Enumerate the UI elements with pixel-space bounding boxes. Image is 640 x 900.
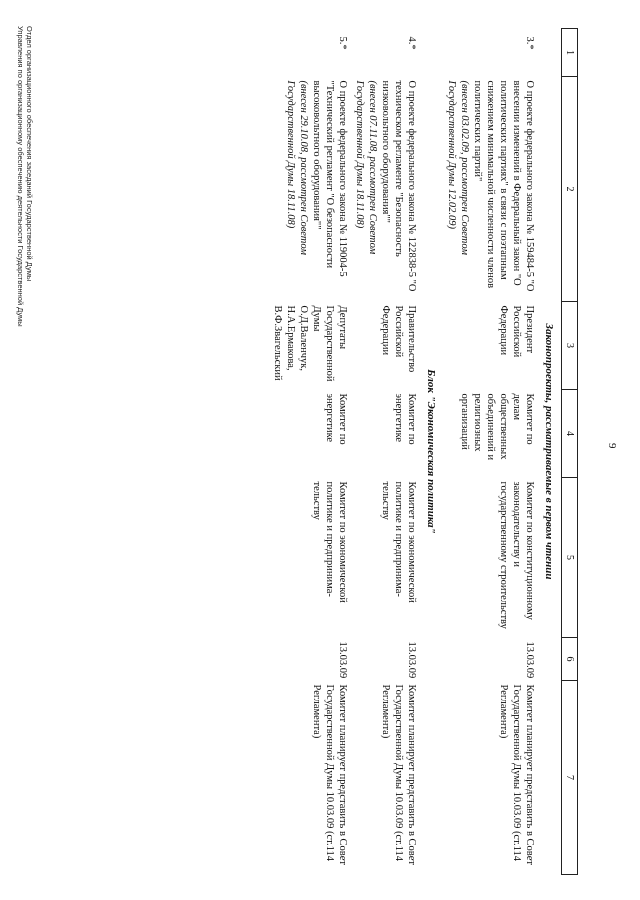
profile-committee-cell: Комитет по делам общественных объединений и религиозных организаций <box>459 393 535 461</box>
row-number: 4.* <box>406 36 417 50</box>
column-number: 6 <box>562 638 578 681</box>
footer-line: Управления по организационному обеспечению деятельности Государственной Думы <box>16 26 25 327</box>
agenda-table <box>269 28 578 875</box>
column-number: 4 <box>562 390 578 478</box>
footer-line: Отдел организационного обеспечения заседаний Государственной Думы <box>25 26 34 282</box>
responsible-committee-cell: Комитет по экономической политике и предпринима-тельству <box>380 481 417 603</box>
bill-title: О проекте федерального закона № 159484-5 "О внесении изменений в Федеральный закон "О политических партиях" в связи с поэтапным снижением минимальной численности членов политических партий" <box>472 80 535 292</box>
date-cell: 13.03.09 <box>524 641 535 679</box>
table-row <box>269 29 351 875</box>
bill-cell <box>351 77 420 302</box>
bill-cell <box>269 77 351 302</box>
bill-note: (внесен 07.11.08, рассмотрен Советом Государственной Думы 18.11.08) <box>354 80 378 255</box>
column-number: 2 <box>562 77 578 302</box>
responsible-committee-cell: Комитет по экономической политике и предпринима-тельству <box>311 481 348 603</box>
profile-committee-cell: Комитет по энергетике <box>324 393 348 445</box>
author-cell: Депутаты Государственной Думы О.Д.Валенчук, Н.А.Ермакова, В.Ф.Звагельский <box>272 305 348 382</box>
column-number: 5 <box>562 478 578 638</box>
author-cell: Президент Российской Федерации <box>498 305 535 358</box>
column-number: 1 <box>562 29 578 77</box>
responsible-committee-cell: Комитет по конституционному законодательству и государственному строительству <box>498 481 535 629</box>
bill-title: О проекте федерального закона № 122838-5 "О техническом регламенте "Безопасность низковольтного оборудования"" <box>380 80 417 292</box>
bill-note: (внесен 03.02.09, рассмотрен Советом Государственной Думы 12.02.09) <box>446 80 470 255</box>
date-cell: 13.03.09 <box>406 641 417 679</box>
page-number: 9 <box>606 443 618 449</box>
column-numbers-row <box>562 29 578 875</box>
bill-note: (внесен 29.10.08, рассмотрен Советом Государственной Думы 18.11.08) <box>285 80 309 255</box>
plan-cell: Комитет планирует представить в Совет Государственной Думы 10.03.09 (ст.114 Регламента) <box>498 684 535 865</box>
date-cell: 13.03.09 <box>337 641 348 679</box>
profile-committee-cell: Комитет по энергетике <box>393 393 417 445</box>
row-number: 5.* <box>337 36 348 50</box>
footer <box>16 26 34 327</box>
bill-title: О проекте федерального закона № 119004-5 "Технический регламент "О безопасности высоковольтного оборудования"" <box>311 80 348 277</box>
row-number: 3.* <box>524 36 535 50</box>
block-title: Блок "Экономическая политика" <box>425 369 437 534</box>
table-row <box>443 29 538 875</box>
table-row <box>351 29 420 875</box>
column-number: 3 <box>562 302 578 390</box>
section-title: Законопроекты, рассматриваемые в первом чтении <box>543 323 555 580</box>
plan-cell: Комитет планирует представить в Совет Государственной Думы 10.03.09 (ст.114 Регламента) <box>380 684 417 865</box>
column-number: 7 <box>562 681 578 875</box>
bill-cell <box>443 77 538 302</box>
author-cell: Правительство Российской Федерации <box>380 305 417 373</box>
plan-cell: Комитет планирует представить в Совет Государственной Думы 10.03.09 (ст.114 Регламента) <box>311 684 348 865</box>
